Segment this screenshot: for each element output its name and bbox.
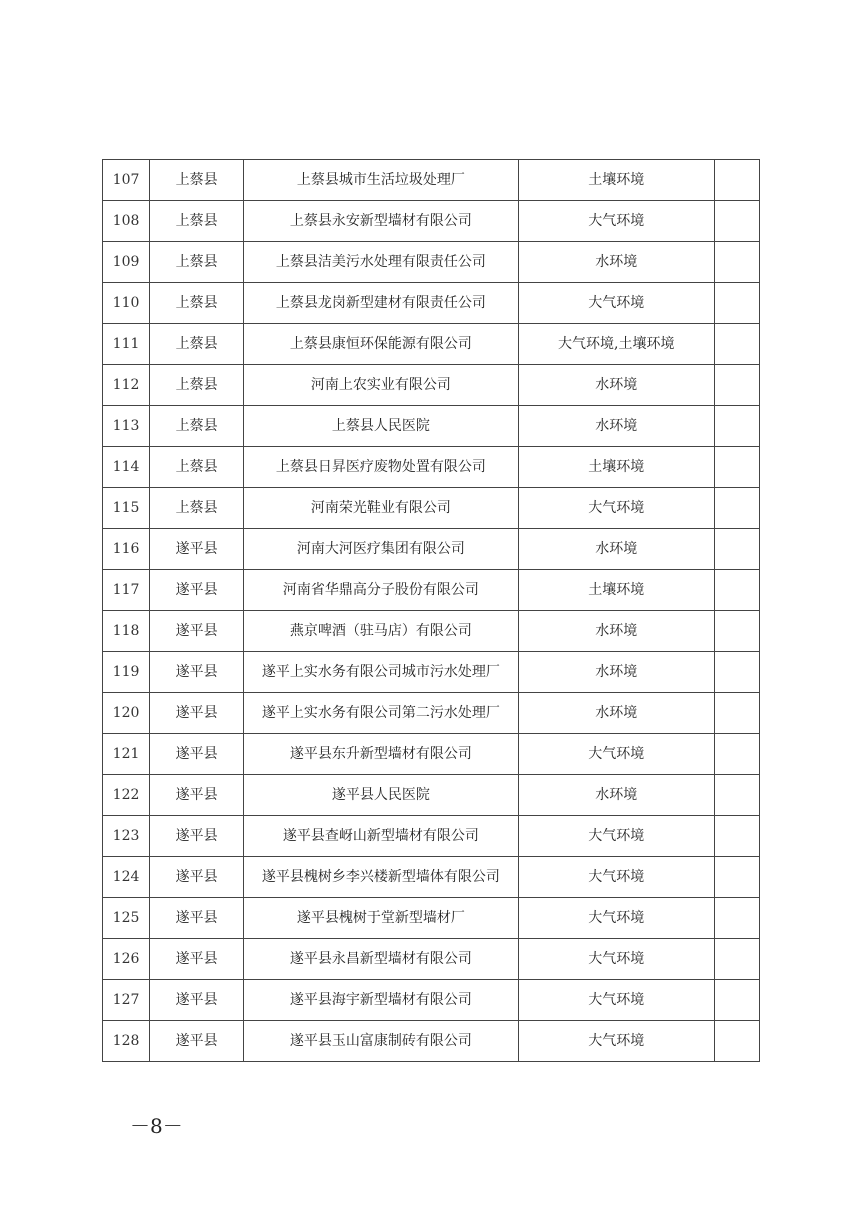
note-cell [714, 1021, 759, 1062]
note-cell [714, 324, 759, 365]
table-row [103, 447, 760, 488]
page-number: －8－ [130, 1114, 183, 1138]
row-number: 123 [103, 816, 150, 857]
county-cell: 上蔡县 [150, 488, 244, 529]
enterprise-name-cell: 上蔡县龙岗新型建材有限责任公司 [244, 283, 518, 324]
table-row [103, 201, 760, 242]
environment-type-cell: 水环境 [518, 693, 714, 734]
county-cell: 遂平县 [150, 652, 244, 693]
environment-type-cell: 水环境 [518, 775, 714, 816]
table-row [103, 242, 760, 283]
enterprise-name-cell: 上蔡县日昇医疗废物处置有限公司 [244, 447, 518, 488]
note-cell [714, 529, 759, 570]
table-row [103, 816, 760, 857]
environment-type-cell: 土壤环境 [518, 570, 714, 611]
row-number: 109 [103, 242, 150, 283]
county-cell: 遂平县 [150, 939, 244, 980]
enterprise-name-cell: 遂平县查岈山新型墙材有限公司 [244, 816, 518, 857]
row-number: 114 [103, 447, 150, 488]
note-cell [714, 406, 759, 447]
environment-type-cell: 大气环境 [518, 816, 714, 857]
enterprise-name-cell: 燕京啤酒（驻马店）有限公司 [244, 611, 518, 652]
table-row [103, 365, 760, 406]
row-number: 107 [103, 160, 150, 201]
row-number: 121 [103, 734, 150, 775]
county-cell: 遂平县 [150, 734, 244, 775]
row-number: 108 [103, 201, 150, 242]
note-cell [714, 734, 759, 775]
table-row [103, 775, 760, 816]
county-cell: 遂平县 [150, 529, 244, 570]
county-cell: 遂平县 [150, 816, 244, 857]
table-row [103, 611, 760, 652]
county-cell: 上蔡县 [150, 324, 244, 365]
county-cell: 上蔡县 [150, 365, 244, 406]
county-cell: 上蔡县 [150, 160, 244, 201]
enterprise-name-cell: 河南省华鼎高分子股份有限公司 [244, 570, 518, 611]
row-number: 122 [103, 775, 150, 816]
enterprise-name-cell: 上蔡县洁美污水处理有限责任公司 [244, 242, 518, 283]
table-row [103, 939, 760, 980]
row-number: 127 [103, 980, 150, 1021]
county-cell: 上蔡县 [150, 201, 244, 242]
environment-type-cell: 大气环境 [518, 283, 714, 324]
county-cell: 遂平县 [150, 857, 244, 898]
table-row [103, 652, 760, 693]
note-cell [714, 652, 759, 693]
note-cell [714, 611, 759, 652]
enterprise-name-cell: 河南大河医疗集团有限公司 [244, 529, 518, 570]
environment-type-cell: 大气环境 [518, 939, 714, 980]
county-cell: 上蔡县 [150, 406, 244, 447]
note-cell [714, 160, 759, 201]
table-row [103, 283, 760, 324]
note-cell [714, 857, 759, 898]
table-row [103, 324, 760, 365]
county-cell: 遂平县 [150, 775, 244, 816]
note-cell [714, 283, 759, 324]
enterprise-table [102, 159, 760, 1062]
environment-type-cell: 大气环境 [518, 857, 714, 898]
row-number: 125 [103, 898, 150, 939]
enterprise-name-cell: 遂平上实水务有限公司第二污水处理厂 [244, 693, 518, 734]
enterprise-name-cell: 上蔡县城市生活垃圾处理厂 [244, 160, 518, 201]
environment-type-cell: 水环境 [518, 242, 714, 283]
table-row [103, 1021, 760, 1062]
enterprise-name-cell: 上蔡县永安新型墙材有限公司 [244, 201, 518, 242]
table-row [103, 980, 760, 1021]
environment-type-cell: 水环境 [518, 611, 714, 652]
enterprise-name-cell: 遂平县人民医院 [244, 775, 518, 816]
environment-type-cell: 大气环境,土壤环境 [518, 324, 714, 365]
county-cell: 遂平县 [150, 693, 244, 734]
table-row [103, 898, 760, 939]
row-number: 116 [103, 529, 150, 570]
county-cell: 上蔡县 [150, 283, 244, 324]
row-number: 128 [103, 1021, 150, 1062]
enterprise-name-cell: 遂平县玉山富康制砖有限公司 [244, 1021, 518, 1062]
note-cell [714, 693, 759, 734]
row-number: 126 [103, 939, 150, 980]
environment-type-cell: 大气环境 [518, 488, 714, 529]
row-number: 120 [103, 693, 150, 734]
environment-type-cell: 大气环境 [518, 898, 714, 939]
row-number: 117 [103, 570, 150, 611]
county-cell: 遂平县 [150, 898, 244, 939]
table-row [103, 488, 760, 529]
note-cell [714, 775, 759, 816]
enterprise-name-cell: 上蔡县康恒环保能源有限公司 [244, 324, 518, 365]
row-number: 113 [103, 406, 150, 447]
county-cell: 遂平县 [150, 570, 244, 611]
note-cell [714, 570, 759, 611]
table-row [103, 857, 760, 898]
enterprise-name-cell: 遂平上实水务有限公司城市污水处理厂 [244, 652, 518, 693]
note-cell [714, 898, 759, 939]
row-number: 119 [103, 652, 150, 693]
row-number: 124 [103, 857, 150, 898]
table-row [103, 406, 760, 447]
county-cell: 遂平县 [150, 611, 244, 652]
row-number: 111 [103, 324, 150, 365]
environment-type-cell: 大气环境 [518, 201, 714, 242]
note-cell [714, 447, 759, 488]
row-number: 110 [103, 283, 150, 324]
table-row [103, 570, 760, 611]
table-row [103, 734, 760, 775]
row-number: 118 [103, 611, 150, 652]
note-cell [714, 201, 759, 242]
note-cell [714, 365, 759, 406]
environment-type-cell: 水环境 [518, 406, 714, 447]
environment-type-cell: 水环境 [518, 529, 714, 570]
row-number: 115 [103, 488, 150, 529]
environment-type-cell: 大气环境 [518, 734, 714, 775]
environment-type-cell: 水环境 [518, 652, 714, 693]
enterprise-name-cell: 遂平县永昌新型墙材有限公司 [244, 939, 518, 980]
table-row [103, 693, 760, 734]
environment-type-cell: 大气环境 [518, 980, 714, 1021]
environment-type-cell: 土壤环境 [518, 160, 714, 201]
enterprise-name-cell: 上蔡县人民医院 [244, 406, 518, 447]
environment-type-cell: 水环境 [518, 365, 714, 406]
environment-type-cell: 土壤环境 [518, 447, 714, 488]
table-row [103, 529, 760, 570]
note-cell [714, 816, 759, 857]
county-cell: 上蔡县 [150, 242, 244, 283]
row-number: 112 [103, 365, 150, 406]
enterprise-name-cell: 河南上农实业有限公司 [244, 365, 518, 406]
environment-type-cell: 大气环境 [518, 1021, 714, 1062]
note-cell [714, 488, 759, 529]
county-cell: 遂平县 [150, 1021, 244, 1062]
county-cell: 遂平县 [150, 980, 244, 1021]
enterprise-name-cell: 遂平县槐树乡李兴楼新型墙体有限公司 [244, 857, 518, 898]
enterprise-name-cell: 遂平县槐树于堂新型墙材厂 [244, 898, 518, 939]
enterprise-name-cell: 遂平县东升新型墙材有限公司 [244, 734, 518, 775]
note-cell [714, 980, 759, 1021]
enterprise-name-cell: 遂平县海宇新型墙材有限公司 [244, 980, 518, 1021]
note-cell [714, 939, 759, 980]
county-cell: 上蔡县 [150, 447, 244, 488]
table-row [103, 160, 760, 201]
enterprise-name-cell: 河南荣光鞋业有限公司 [244, 488, 518, 529]
note-cell [714, 242, 759, 283]
